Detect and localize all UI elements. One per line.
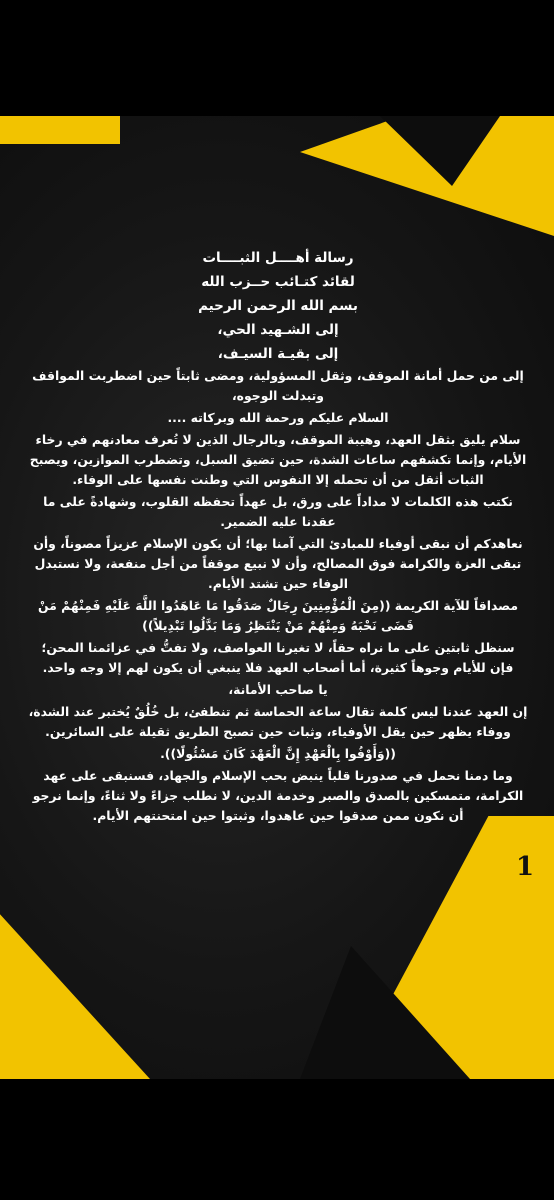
- to-martyr-line: إلى الشـهيد الحي،: [217, 322, 339, 338]
- paragraph-greeting: السلام عليكم ورحمة الله وبركاته ....: [167, 410, 389, 425]
- paragraph-pledge: نعاهدكم أن نبقى أوفياء للمبادئ التي آمنا بها؛ أن يكون الإسلام عزيزاً مصوناً، وأن تبقى العزة والكرامة فوق المصالح، وأن لا نبيع موقفاً من أجل منفعة، ولا نستبدل الوفاء حين تشتد الأيام.: [33, 536, 523, 591]
- paragraph-intro: إلى من حمل أمانة الموقف، وثقل المسؤولية، ومضى ثابتاً حين اضطربت المواقف وتبدلت الوجوه،: [32, 368, 524, 403]
- basmala: بسم الله الرحمن الرحيم: [198, 298, 358, 314]
- letter-poster: [0, 116, 554, 1079]
- letter-addressee: لقائد كتـائب حــزب الله: [201, 274, 355, 290]
- paragraph-covenant: إن العهد عندنا ليس كلمة تقال ساعة الحماسة ثم تنطفئ، بل خُلُقٌ يُختبر عند الشدة، ووفاء يظهر حين يقل الأوفياء، وثبات حين تصبح الطريق ثقيلة على السائرين.: [28, 704, 528, 739]
- paragraph-words: نكتب هذه الكلمات لا مداداً على ورق، بل عهداً تحفظه القلوب، وشهادةً على ما عقدنا عليه الضمير.: [43, 494, 513, 529]
- to-sword-line: إلى بقيـة السيـف،: [217, 346, 339, 362]
- paragraph-salam: سلام يليق بثقل العهد، وهيبة الموقف، وبالرجال الذين لا تُعرف معادنهم في رخاء الأيام، وإنما تكشفهم ساعات الشدة، حين تضيق السبل، وتضطرب الموازين، ويصبح الثبات أثقل من أن تحمله إلا النفوس التي وطنت نفسها على الوفاء.: [29, 432, 527, 487]
- letter-title: رسالة أهــــل الثبــــات: [202, 250, 354, 266]
- paragraph-steadfast: سنظل ثابتين على ما نراه حقاً، لا تغيرنا العواصف، ولا تفتُّ في عزائمنا المحن؛ فإن للأيام وجوهاً كثيرة، أما أصحاب العهد فلا ينبغي أن يكون لهم إلا وجه واحد.: [41, 640, 515, 675]
- paragraph-closing: وما دمنا نحمل في صدورنا قلباً ينبض بحب الإسلام والجهاد، فسنبقى على عهد الكرامة، متمسكين بالصدق والصبر وخدمة الدين، لا نطلب جزاءً ولا ثناءً، وإنما نرجو أن نكون ممن صدقوا حين عاهدوا، وثبتوا حين امتحنتهم الأيام.: [32, 768, 524, 823]
- page-number: 1: [515, 852, 535, 882]
- paragraph-verse-2: ((وَأَوْفُوا بِالْعَهْدِ إِنَّ الْعَهْدَ كَانَ مَسْئُولًا)).: [160, 746, 396, 761]
- paragraph-address: يا صاحب الأمانة،: [228, 682, 328, 697]
- yellow-shape-top-left: [0, 116, 120, 144]
- letter-body: [28, 246, 528, 966]
- paragraph-verse: مصداقاً للآية الكريمة ((مِنَ الْمُؤْمِنِينَ رِجَالٌ صَدَقُوا مَا عَاهَدُوا اللَّهَ عَلَيْهِ فَمِنْهُمْ مَنْ قَضَى نَحْبَهُ وَمِنْهُمْ مَنْ يَنْتَظِرُ وَمَا بَدَّلُوا تَبْدِيلاً)): [37, 598, 519, 633]
